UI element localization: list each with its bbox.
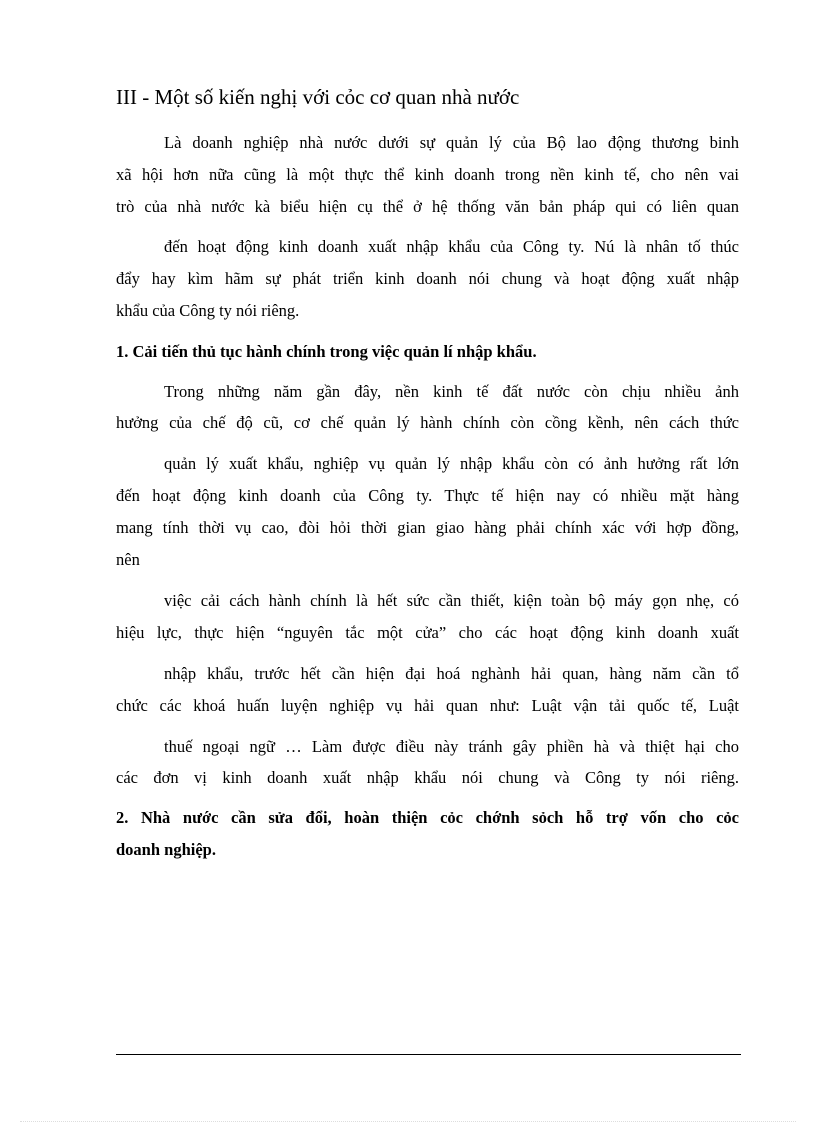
paragraph-line: Là doanh nghiệp nhà nước dưới sự quản lý của Bộ lao động thương binh	[164, 133, 739, 152]
paragraph-line: mang tính thời vụ cao, đòi hỏi thời gian giao hàng phải chính xác với hợp đồng,	[116, 518, 739, 537]
paragraph-line: đến hoạt động kinh doanh của Công ty. Thực tế hiện nay có nhiều mặt hàng	[116, 486, 739, 505]
paragraph-line: khẩu của Công ty nói riêng.	[116, 301, 300, 320]
paragraph-line: các đơn vị kinh doanh xuất nhập khẩu nói chung và Công ty nói riêng.	[116, 768, 739, 787]
paragraph-line: đến hoạt động kinh doanh xuất nhập khẩu của Công ty. Nú là nhân tố thúc	[164, 237, 739, 256]
paragraph-line: thuế ngoại ngữ … Làm được điều này tránh gây phiền hà và thiệt hại cho	[164, 737, 739, 756]
page-bottom-border	[20, 1121, 796, 1122]
section-2-title: doanh nghiệp.	[116, 840, 216, 859]
footer-rule	[116, 1054, 741, 1055]
paragraph-line: hưởng của chế độ cũ, cơ chế quản lý hành chính còn cồng kềnh, nên cách thức	[116, 413, 739, 432]
section-heading: III - Một số kiến nghị với cỏc cơ quan nhà nước	[116, 85, 520, 109]
paragraph-line: quản lý xuất khẩu, nghiệp vụ quản lý nhập khẩu còn có ảnh hưởng rất lớn	[164, 454, 739, 473]
paragraph-line: việc cải cách hành chính là hết sức cần thiết, kiện toàn bộ máy gọn nhẹ, có	[164, 591, 739, 610]
paragraph-line: trò của nhà nước kà biểu hiện cụ thể ở hệ thống văn bản pháp qui có liên quan	[116, 197, 739, 216]
paragraph-line: nhập khẩu, trước hết cần hiện đại hoá nghành hải quan, hàng năm cần tổ	[164, 664, 739, 683]
paragraph-line: đẩy hay kìm hãm sự phát triển kinh doanh nói chung và hoạt động xuất nhập	[116, 269, 739, 288]
paragraph-line: hiệu lực, thực hiện “nguyên tắc một cửa” cho các hoạt động kinh doanh xuất	[116, 623, 739, 642]
section-2-title: 2. Nhà nước cần sửa đổi, hoàn thiện cỏc chớnh sỏch hỗ trợ vốn cho cỏc	[116, 808, 739, 827]
paragraph-line: Trong những năm gần đây, nền kinh tế đất nước còn chịu nhiều ảnh	[164, 382, 739, 401]
paragraph-line: xã hội hơn nữa cũng là một thực thể kinh doanh trong nền kinh tế, cho nên vai	[116, 165, 739, 184]
section-1-title: 1. Cải tiến thủ tục hành chính trong việc quản lí nhập khẩu.	[116, 342, 537, 361]
paragraph-line: nên	[116, 550, 140, 569]
paragraph-line: chức các khoá huấn luyện nghiệp vụ hải quan như: Luật vận tải quốc tế, Luật	[116, 696, 739, 715]
